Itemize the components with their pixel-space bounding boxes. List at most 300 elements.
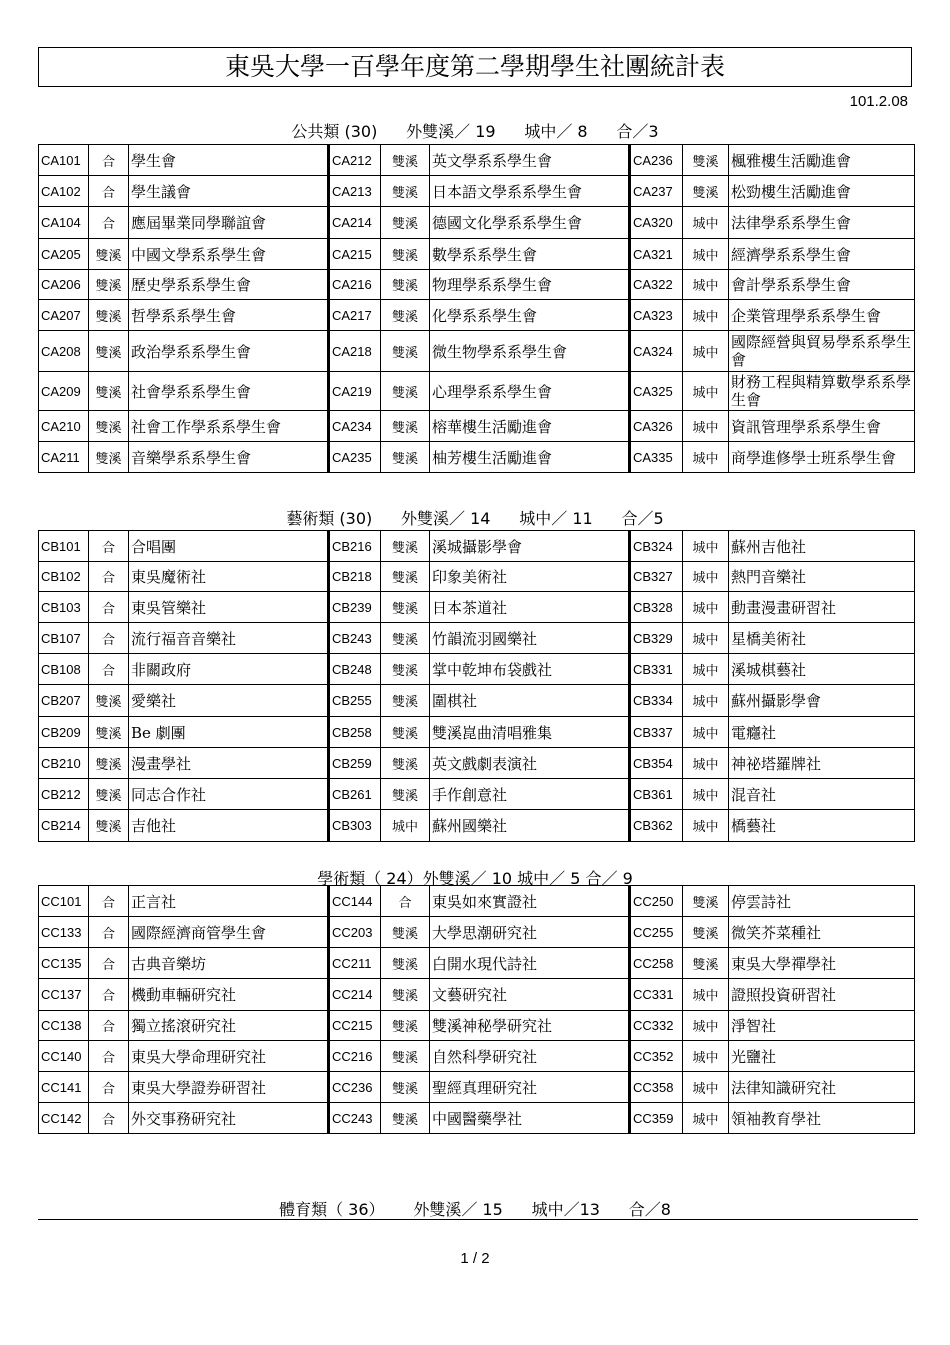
table-row (39, 372, 915, 411)
club-campus: 雙溪 (381, 685, 430, 717)
section-header-part: 合／8 (628, 1200, 671, 1219)
club-name: 圍棋社 (430, 685, 630, 717)
club-name: 雙溪神秘學研究社 (430, 1011, 630, 1041)
page-title: 東吳大學一百學年度第二學期學生社團統計表 (38, 47, 912, 87)
club-name: 溪城攝影學會 (430, 531, 630, 562)
club-name: 獨立搖滾研究社 (129, 1011, 329, 1041)
club-code: CA213 (329, 176, 381, 207)
club-code: CC214 (329, 979, 381, 1011)
table-row (39, 654, 915, 685)
club-name: 法律學系系學生會 (729, 207, 915, 239)
club-name: 同志合作社 (129, 779, 329, 810)
club-code: CA206 (39, 270, 89, 300)
section-header-public (38, 119, 912, 142)
section-header-sports (38, 1197, 912, 1220)
section-header-part: 外雙溪／ 14 (401, 509, 491, 528)
club-code: CA207 (39, 300, 89, 331)
club-code: CB328 (630, 592, 683, 623)
table-row (39, 270, 915, 300)
club-campus: 合 (89, 207, 129, 239)
club-campus: 合 (89, 979, 129, 1011)
club-campus: 雙溪 (89, 685, 129, 717)
club-name: 流行福音音樂社 (129, 623, 329, 654)
club-code: CA211 (39, 442, 89, 473)
table-row (39, 1041, 915, 1072)
club-name: 榕華樓生活勵進會 (430, 411, 630, 442)
club-code: CB216 (329, 531, 381, 562)
club-campus: 城中 (683, 331, 729, 372)
table-row (39, 1103, 915, 1134)
table-row (39, 531, 915, 562)
club-campus: 合 (89, 176, 129, 207)
table-row (39, 717, 915, 748)
club-code: CB248 (329, 654, 381, 685)
club-campus: 雙溪 (381, 207, 430, 239)
club-code: CA216 (329, 270, 381, 300)
club-name: 光鹽社 (729, 1041, 915, 1072)
club-campus: 雙溪 (381, 1041, 430, 1072)
club-campus: 雙溪 (89, 717, 129, 748)
club-campus: 雙溪 (381, 779, 430, 810)
club-code: CA215 (329, 239, 381, 270)
table-row (39, 207, 915, 239)
club-campus: 城中 (683, 748, 729, 779)
club-code: CA209 (39, 372, 89, 411)
club-campus: 雙溪 (381, 917, 430, 948)
club-campus: 雙溪 (381, 948, 430, 979)
club-name: 學生會 (129, 145, 329, 176)
club-campus: 城中 (683, 810, 729, 842)
club-code: CA217 (329, 300, 381, 331)
club-code: CC358 (630, 1072, 683, 1103)
club-code: CC133 (39, 917, 89, 948)
club-code: CA320 (630, 207, 683, 239)
club-campus: 城中 (683, 300, 729, 331)
table-row (39, 1072, 915, 1103)
club-name: 東吳大學禪學社 (729, 948, 915, 979)
club-code: CC135 (39, 948, 89, 979)
club-code: CB361 (630, 779, 683, 810)
club-campus: 雙溪 (89, 300, 129, 331)
club-code: CC144 (329, 886, 381, 917)
club-code: CC216 (329, 1041, 381, 1072)
club-name: 熱門音樂社 (729, 562, 915, 592)
section-header-part: 外雙溪／ 15 (413, 1200, 503, 1219)
club-campus: 合 (89, 623, 129, 654)
section-header-part: 城中／ 11 (519, 509, 593, 528)
section-header-arts (38, 506, 912, 529)
club-name: 東吳大學命理研究社 (129, 1041, 329, 1072)
club-name: 外交事務研究社 (129, 1103, 329, 1134)
club-code: CB337 (630, 717, 683, 748)
document-date: 101.2.08 (849, 93, 908, 110)
club-name: 國際經營與貿易學系系學生會 (729, 331, 915, 372)
club-campus: 雙溪 (381, 176, 430, 207)
club-code: CA234 (329, 411, 381, 442)
club-campus: 城中 (683, 717, 729, 748)
club-name: 橋藝社 (729, 810, 915, 842)
club-name: 哲學系系學生會 (129, 300, 329, 331)
table-row (39, 331, 915, 372)
table-row (39, 176, 915, 207)
club-campus: 城中 (683, 372, 729, 411)
club-code: CC138 (39, 1011, 89, 1041)
club-campus: 雙溪 (381, 239, 430, 270)
table-row (39, 623, 915, 654)
club-campus: 雙溪 (683, 948, 729, 979)
club-name: 大學思潮研究社 (430, 917, 630, 948)
club-code: CC137 (39, 979, 89, 1011)
club-campus: 雙溪 (89, 779, 129, 810)
club-code: CA212 (329, 145, 381, 176)
club-code: CA324 (630, 331, 683, 372)
club-name: 吉他社 (129, 810, 329, 842)
club-code: CA208 (39, 331, 89, 372)
club-code: CC101 (39, 886, 89, 917)
club-name: 混音社 (729, 779, 915, 810)
club-campus: 合 (89, 1072, 129, 1103)
club-campus: 雙溪 (381, 592, 430, 623)
table-row (39, 886, 915, 917)
club-name: 愛樂社 (129, 685, 329, 717)
club-campus: 合 (89, 531, 129, 562)
club-name: 會計學系系學生會 (729, 270, 915, 300)
page-number: 1 / 2 (460, 1250, 490, 1267)
club-code: CB218 (329, 562, 381, 592)
club-campus: 雙溪 (381, 623, 430, 654)
club-campus: 城中 (683, 1103, 729, 1134)
club-name: 聖經真理研究社 (430, 1072, 630, 1103)
club-code: CA235 (329, 442, 381, 473)
club-campus: 雙溪 (381, 270, 430, 300)
club-name: 證照投資研習社 (729, 979, 915, 1011)
table-row (39, 562, 915, 592)
club-code: CC215 (329, 1011, 381, 1041)
club-campus: 雙溪 (381, 1103, 430, 1134)
club-name: 數學系系學生會 (430, 239, 630, 270)
club-name: 電癮社 (729, 717, 915, 748)
club-code: CA205 (39, 239, 89, 270)
club-name: 星橋美術社 (729, 623, 915, 654)
section-header-part: 公共類 (30) (291, 122, 378, 141)
club-name: 淨智社 (729, 1011, 915, 1041)
club-name: 領袖教育學社 (729, 1103, 915, 1134)
club-code: CB329 (630, 623, 683, 654)
club-name: 微生物學系系學生會 (430, 331, 630, 372)
club-name: 東吳如來實證社 (430, 886, 630, 917)
club-code: CA214 (329, 207, 381, 239)
divider-line (38, 1219, 918, 1220)
club-name: 學生議會 (129, 176, 329, 207)
club-name: 掌中乾坤布袋戲社 (430, 654, 630, 685)
club-campus: 城中 (683, 979, 729, 1011)
club-code: CB209 (39, 717, 89, 748)
club-code: CB255 (329, 685, 381, 717)
club-name: Be 劇團 (129, 717, 329, 748)
club-code: CC141 (39, 1072, 89, 1103)
club-name: 資訊管理學系系學生會 (729, 411, 915, 442)
club-code: CB210 (39, 748, 89, 779)
section-header-part: 城中／ 8 (524, 122, 588, 141)
club-name: 德國文化學系系學生會 (430, 207, 630, 239)
club-code: CA102 (39, 176, 89, 207)
club-campus: 城中 (683, 411, 729, 442)
club-code: CB103 (39, 592, 89, 623)
club-name: 正言社 (129, 886, 329, 917)
club-code: CC211 (329, 948, 381, 979)
club-name: 神祕塔羅牌社 (729, 748, 915, 779)
club-name: 手作創意社 (430, 779, 630, 810)
club-table-arts (38, 530, 915, 842)
section-header-part: 外雙溪／ 19 (406, 122, 496, 141)
club-code: CA236 (630, 145, 683, 176)
club-campus: 城中 (683, 592, 729, 623)
club-campus: 雙溪 (381, 717, 430, 748)
club-name: 白開水現代詩社 (430, 948, 630, 979)
section-header-part: 合／5 (621, 509, 664, 528)
club-campus: 雙溪 (89, 810, 129, 842)
club-name: 國際經濟商管學生會 (129, 917, 329, 948)
club-name: 物理學系系學生會 (430, 270, 630, 300)
club-code: CA210 (39, 411, 89, 442)
table-row (39, 1011, 915, 1041)
club-campus: 雙溪 (89, 411, 129, 442)
club-name: 溪城棋藝社 (729, 654, 915, 685)
club-campus: 雙溪 (683, 886, 729, 917)
club-campus: 雙溪 (89, 239, 129, 270)
club-code: CB303 (329, 810, 381, 842)
club-campus: 雙溪 (683, 176, 729, 207)
club-name: 東吳管樂社 (129, 592, 329, 623)
club-name: 東吳魔術社 (129, 562, 329, 592)
club-name: 蘇州吉他社 (729, 531, 915, 562)
club-name: 日本茶道社 (430, 592, 630, 623)
club-name: 政治學系系學生會 (129, 331, 329, 372)
club-campus: 雙溪 (381, 411, 430, 442)
club-name: 商學進修學士班系學生會 (729, 442, 915, 473)
club-code: CC258 (630, 948, 683, 979)
club-name: 財務工程與精算數學系系學生會 (729, 372, 915, 411)
club-code: CC331 (630, 979, 683, 1011)
club-campus: 合 (89, 145, 129, 176)
club-code: CA219 (329, 372, 381, 411)
club-name: 英文學系系學生會 (430, 145, 630, 176)
club-name: 應屆畢業同學聯誼會 (129, 207, 329, 239)
club-code: CC352 (630, 1041, 683, 1072)
club-campus: 合 (89, 1041, 129, 1072)
club-code: CB258 (329, 717, 381, 748)
club-name: 動畫漫畫研習社 (729, 592, 915, 623)
club-name: 合唱團 (129, 531, 329, 562)
club-code: CC250 (630, 886, 683, 917)
club-campus: 雙溪 (381, 979, 430, 1011)
club-code: CC142 (39, 1103, 89, 1134)
club-name: 漫畫學社 (129, 748, 329, 779)
club-name: 心理學系系學生會 (430, 372, 630, 411)
club-campus: 城中 (683, 1011, 729, 1041)
club-campus: 城中 (683, 239, 729, 270)
club-name: 印象美術社 (430, 562, 630, 592)
club-campus: 雙溪 (381, 562, 430, 592)
club-campus: 合 (89, 1011, 129, 1041)
club-name: 蘇州攝影學會 (729, 685, 915, 717)
club-code: CA321 (630, 239, 683, 270)
club-campus: 合 (89, 592, 129, 623)
club-table-public (38, 144, 915, 473)
club-name: 柚芳樓生活勵進會 (430, 442, 630, 473)
club-campus: 城中 (683, 1072, 729, 1103)
club-name: 非關政府 (129, 654, 329, 685)
club-name: 法律知識研究社 (729, 1072, 915, 1103)
club-campus: 合 (89, 948, 129, 979)
club-code: CC236 (329, 1072, 381, 1103)
table-row (39, 239, 915, 270)
table-row (39, 810, 915, 842)
club-code: CA335 (630, 442, 683, 473)
club-code: CB324 (630, 531, 683, 562)
club-code: CA326 (630, 411, 683, 442)
club-code: CA218 (329, 331, 381, 372)
club-name: 文藝研究社 (430, 979, 630, 1011)
club-code: CA323 (630, 300, 683, 331)
club-campus: 雙溪 (381, 1072, 430, 1103)
club-code: CB259 (329, 748, 381, 779)
section-header-part: 學術類（ 24）外雙溪／ 10 城中／ 5 合／ 9 (317, 869, 633, 888)
club-campus: 雙溪 (381, 531, 430, 562)
club-code: CB239 (329, 592, 381, 623)
club-campus: 雙溪 (89, 331, 129, 372)
club-name: 經濟學系系學生會 (729, 239, 915, 270)
club-campus: 城中 (683, 442, 729, 473)
club-campus: 城中 (683, 1041, 729, 1072)
club-code: CA104 (39, 207, 89, 239)
section-header-part: 城中／13 (531, 1200, 600, 1219)
club-campus: 雙溪 (89, 372, 129, 411)
club-name: 中國文學系系學生會 (129, 239, 329, 270)
club-code: CB261 (329, 779, 381, 810)
club-code: CC243 (329, 1103, 381, 1134)
club-campus: 城中 (683, 623, 729, 654)
club-campus: 雙溪 (89, 270, 129, 300)
club-code: CA325 (630, 372, 683, 411)
club-code: CB101 (39, 531, 89, 562)
club-campus: 雙溪 (381, 654, 430, 685)
club-code: CB354 (630, 748, 683, 779)
club-campus: 雙溪 (381, 372, 430, 411)
club-code: CB212 (39, 779, 89, 810)
club-name: 社會工作學系系學生會 (129, 411, 329, 442)
table-row (39, 748, 915, 779)
club-campus: 雙溪 (381, 145, 430, 176)
club-campus: 合 (89, 917, 129, 948)
club-campus: 城中 (683, 562, 729, 592)
club-campus: 雙溪 (381, 300, 430, 331)
club-campus: 雙溪 (381, 331, 430, 372)
club-code: CB214 (39, 810, 89, 842)
table-row (39, 948, 915, 979)
club-code: CB102 (39, 562, 89, 592)
club-name: 停雲詩社 (729, 886, 915, 917)
club-campus: 雙溪 (89, 442, 129, 473)
club-campus: 城中 (683, 270, 729, 300)
club-name: 日本語文學系系學生會 (430, 176, 630, 207)
club-name: 音樂學系系學生會 (129, 442, 329, 473)
table-row (39, 145, 915, 176)
club-name: 社會學系系學生會 (129, 372, 329, 411)
club-code: CB334 (630, 685, 683, 717)
table-row (39, 442, 915, 473)
club-code: CB107 (39, 623, 89, 654)
club-campus: 雙溪 (683, 917, 729, 948)
club-campus: 雙溪 (683, 145, 729, 176)
table-row (39, 685, 915, 717)
club-name: 機動車輛研究社 (129, 979, 329, 1011)
table-row (39, 979, 915, 1011)
table-row (39, 779, 915, 810)
club-code: CB207 (39, 685, 89, 717)
club-code: CA101 (39, 145, 89, 176)
club-name: 微笑芥菜種社 (729, 917, 915, 948)
table-row (39, 300, 915, 331)
club-name: 自然科學研究社 (430, 1041, 630, 1072)
club-campus: 城中 (683, 654, 729, 685)
club-campus: 合 (381, 886, 430, 917)
club-name: 歷史學系系學生會 (129, 270, 329, 300)
club-name: 東吳大學證券研習社 (129, 1072, 329, 1103)
table-row (39, 411, 915, 442)
club-code: CC359 (630, 1103, 683, 1134)
club-campus: 城中 (381, 810, 430, 842)
club-code: CC140 (39, 1041, 89, 1072)
table-row (39, 592, 915, 623)
club-code: CA322 (630, 270, 683, 300)
club-code: CB108 (39, 654, 89, 685)
club-name: 化學系系學生會 (430, 300, 630, 331)
club-name: 英文戲劇表演社 (430, 748, 630, 779)
section-header-part: 藝術類 (30) (286, 509, 373, 528)
section-header-part: 體育類（ 36） (279, 1200, 385, 1219)
club-code: CC332 (630, 1011, 683, 1041)
club-name: 古典音樂坊 (129, 948, 329, 979)
club-code: CA237 (630, 176, 683, 207)
club-campus: 城中 (683, 779, 729, 810)
club-code: CB327 (630, 562, 683, 592)
club-code: CC255 (630, 917, 683, 948)
club-code: CB362 (630, 810, 683, 842)
club-name: 竹韻流羽國樂社 (430, 623, 630, 654)
club-name: 楓雅樓生活勵進會 (729, 145, 915, 176)
club-name: 中國醫藥學社 (430, 1103, 630, 1134)
club-campus: 雙溪 (381, 748, 430, 779)
section-header-part: 合／3 (616, 122, 659, 141)
club-campus: 城中 (683, 207, 729, 239)
club-name: 松勁樓生活勵進會 (729, 176, 915, 207)
club-campus: 合 (89, 562, 129, 592)
club-campus: 雙溪 (381, 442, 430, 473)
club-campus: 合 (89, 654, 129, 685)
club-campus: 雙溪 (89, 748, 129, 779)
club-campus: 城中 (683, 531, 729, 562)
club-code: CC203 (329, 917, 381, 948)
club-code: CB243 (329, 623, 381, 654)
club-name: 雙溪崑曲清唱雅集 (430, 717, 630, 748)
club-campus: 合 (89, 886, 129, 917)
club-campus: 雙溪 (381, 1011, 430, 1041)
club-code: CB331 (630, 654, 683, 685)
table-row (39, 917, 915, 948)
club-campus: 合 (89, 1103, 129, 1134)
club-name: 企業管理學系系學生會 (729, 300, 915, 331)
